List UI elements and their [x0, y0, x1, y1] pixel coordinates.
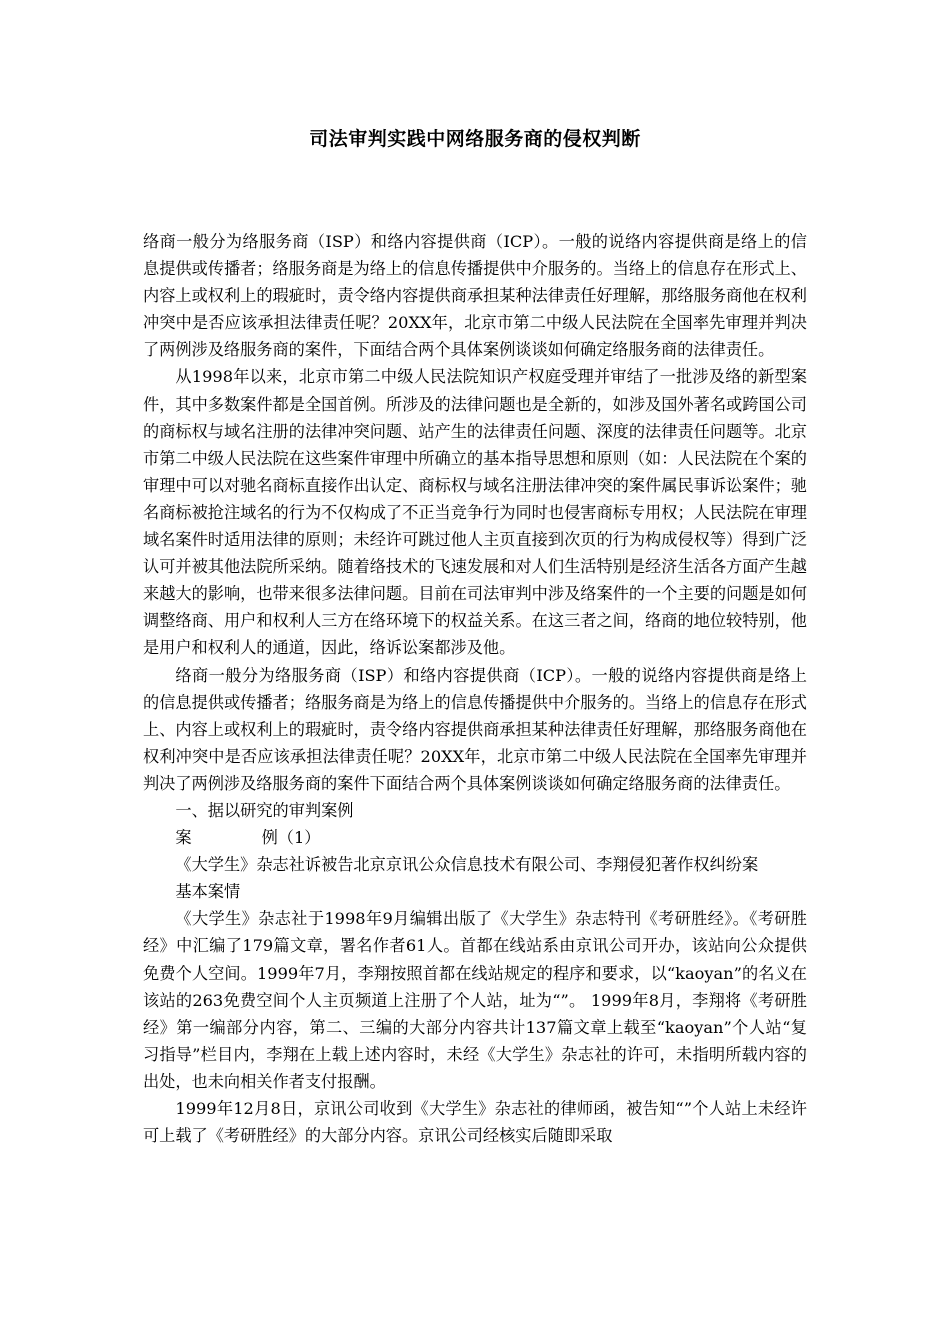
paragraph-2: 从1998年以来，北京市第二中级人民法院知识产权庭受理并审结了一批涉及络的新型案件，其中多数案件都是全国首例。所涉及的法律问题也是全新的，如涉及国外著名或跨国公司的商标权与域名注册的法律冲突问题、站产生的法律责任问题、深度的法律责任问题等。北京市第二中级人民法院在这些案件审理中所确立的基本指导思想和原则（如：人民法院在个案的审理中可以对驰名商标直接作出认定、商标权与域名注册法律冲突的案件属民事诉讼案件；驰名商标被抢注域名的行为不仅构成了不正当竞争行为同时也侵害商标专用权；人民法院在审理域名案件时适用法律的原则；未经许可跳过他人主页直接到次页的行为构成侵权等）得到广泛认可并被其他法院所采纳。随着络技术的飞速发展和对人们生活特别是经济生活各方面产生越来越大的影响，也带来很多法律问题。目前在司法审判中涉及络案件的一个主要的问题是如何调整络商、用户和权利人三方在络环境下的权益关系。在这三者之间，络商的地位较特别，他是用户和权利人的通道，因此，络诉讼案都涉及他。	[143, 367, 807, 658]
paragraph-1: 络商一般分为络服务商（ISP）和络内容提供商（ICP）。一般的说络内容提供商是络上的信息提供或传播者；络服务商是为络上的信息传播提供中介服务的。当络上的信息存在形式上、内容上或权利上的瑕疵时，责令络内容提供商承担某种法律责任好理解，那络服务商他在权利冲突中是否应该承担法律责任呢？20XX年，北京市第二中级人民法院在全国率先审理并判决了两例涉及络服务商的案件，下面结合两个具体案例谈谈如何确定络服务商的法律责任。	[143, 232, 807, 360]
case-label	[143, 824, 807, 851]
case-label-b: 例（1）	[261, 828, 321, 848]
case-label-a: 案	[175, 828, 192, 848]
document-body	[143, 228, 807, 1149]
document-title: 司法审判实践中网络服务商的侵权判断	[309, 128, 641, 150]
paragraph-facts-2: 1999年12月8日，京讯公司收到《大学生》杂志社的律师函，被告知“”个人站上未经许可上载了《考研胜经》的大部分内容。京讯公司经核实后随即采取	[143, 1099, 807, 1146]
case-title: 《大学生》杂志社诉被告北京京讯公众信息技术有限公司、李翔侵犯著作权纠纷案	[175, 855, 759, 875]
section-heading: 一、据以研究的审判案例	[175, 800, 354, 820]
paragraph-3: 络商一般分为络服务商（ISP）和络内容提供商（ICP）。一般的说络内容提供商是络上的信息提供或传播者；络服务商是为络上的信息传播提供中介服务的。当络上的信息存在形式上、内容上或权利上的瑕疵时，责令络内容提供商承担某种法律责任好理解，那络服务商他在权利冲突中是否应该承担法律责任呢？20XX年，北京市第二中级人民法院在全国率先审理并判决了两例涉及络服务商的案件下面结合两个具体案例谈谈如何确定络服务商的法律责任。	[143, 665, 807, 793]
paragraph-facts-1: 《大学生》杂志社于1998年9月编辑出版了《大学生》杂志特刊《考研胜经》。《考研胜经》中汇编了179篇文章，署名作者61人。首都在线站系由京讯公司开办，该站向公众提供免费个人空间。1999年7月，李翔按照首都在线站规定的程序和要求，以“kaoyan”的名义在该站的263免费空间个人主页频道上注册了个人站，址为“”。 1999年8月，李翔将《考研胜经》第一编部分内容，第二、三编的大部分内容共计137篇文章上载至“kaoyan”个人站“复习指导”栏目内，李翔在上载上述内容时，未经《大学生》杂志社的许可，未指明所载内容的出处，也未向相关作者支付报酬。	[143, 909, 807, 1091]
case-facts-heading: 基本案情	[175, 882, 241, 902]
